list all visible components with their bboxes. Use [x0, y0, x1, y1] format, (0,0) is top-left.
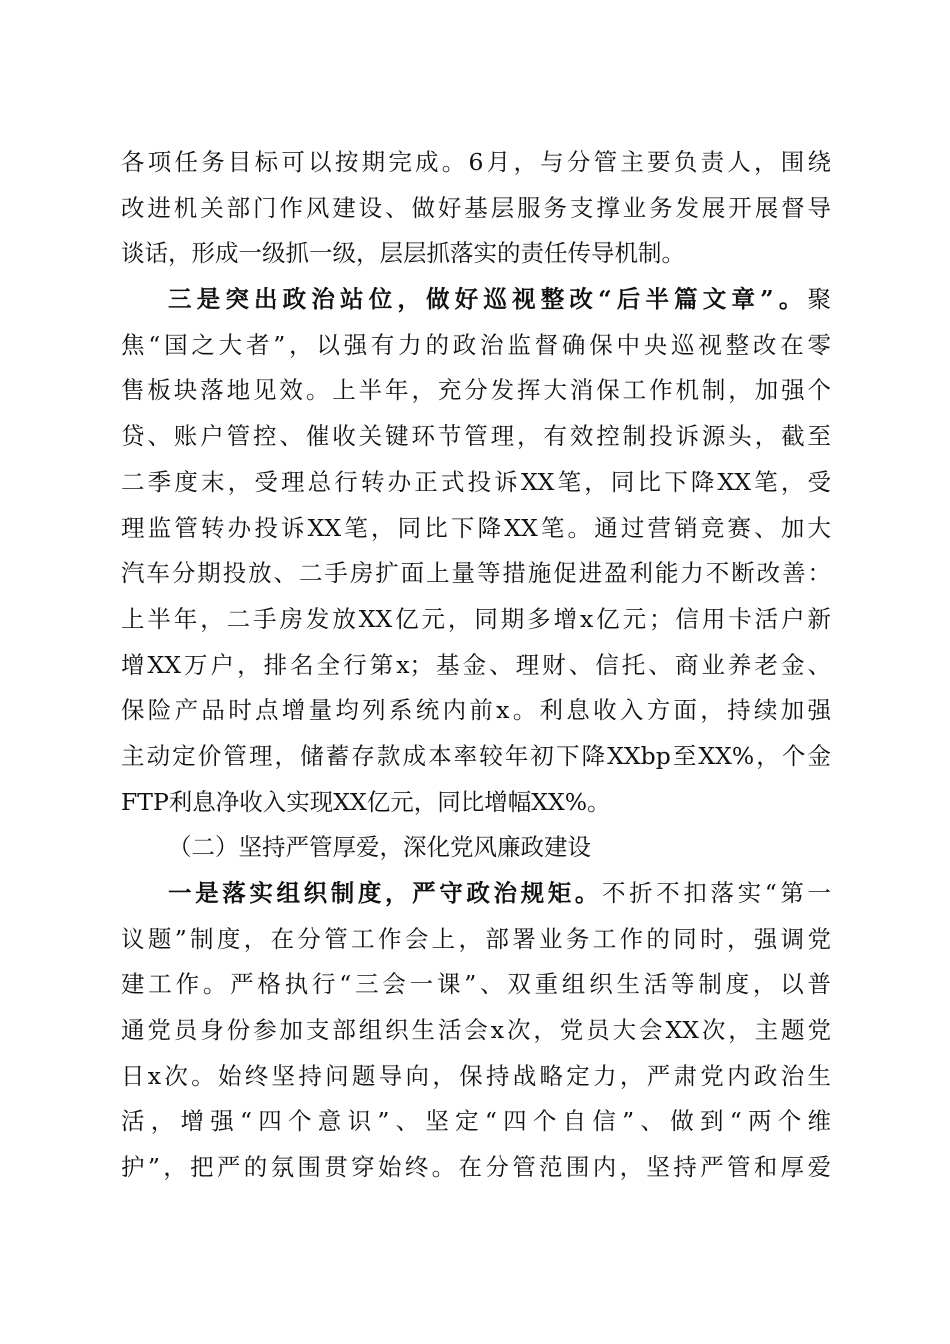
paragraph-line: FTP利息净收入实现XX亿元，同比增幅XX%。: [121, 787, 611, 816]
paragraph-line: 上半年，二手房发放XX亿元，同期多增x亿元；信用卡活户新: [121, 604, 831, 633]
paragraph-line: [121, 277, 831, 323]
paragraph-line: 日x次。始终坚持问题导向，保持战略定力，严肃党内政治生: [121, 1061, 831, 1090]
paragraph-line: 议题”制度，在分管工作会上，部署业务工作的同时，强调党: [121, 924, 831, 953]
paragraph-line: 通党员身份参加支部组织生活会x次，党员大会XX次，主题党: [121, 1016, 831, 1045]
paragraph-lead-heading: 三是突出政治站位，做好巡视整改“后半篇文章”。: [168, 285, 808, 314]
paragraph-line: 焦“国之大者”，以强有力的政治监督确保中央巡视整改在零: [121, 330, 831, 359]
paragraph-line: 贷、账户管控、催收关键环节管理，有效控制投诉源头，截至: [121, 422, 831, 451]
paragraph-line: 理监管转办投诉XX笔，同比下降XX笔。通过营销竞赛、加大: [121, 513, 831, 542]
paragraph-line: 二季度末，受理总行转办正式投诉XX笔，同比下降XX笔，受: [121, 467, 831, 496]
paragraph-line: 各项任务目标可以按期完成。6月，与分管主要负责人，围绕: [121, 148, 831, 176]
paragraph-line: 谈话，形成一级抓一级，层层抓落实的责任传导机制。: [121, 239, 685, 268]
paragraph-line: 保险产品时点增量均列系统内前x。利息收入方面，持续加强: [121, 696, 831, 725]
paragraph-text: 不折不扣落实“第一: [602, 879, 832, 907]
paragraph-line: 改进机关部门作风建设、做好基层服务支撑业务发展开展督导: [121, 193, 831, 222]
paragraph-line: 主动定价管理，储蓄存款成本率较年初下降XXbp至XX%，个金: [121, 741, 831, 770]
paragraph-line: [121, 871, 831, 917]
paragraph-lead-heading: 一是落实组织制度，严守政治规矩。: [168, 879, 602, 907]
paragraph-line: 汽车分期投放、二手房扩面上量等措施促进盈利能力不断改善：: [121, 559, 831, 588]
paragraph-line: 增XX万户，排名全行第x；基金、理财、信托、商业养老金、: [121, 650, 831, 679]
document-body: [121, 140, 831, 1191]
paragraph-text: 聚: [807, 285, 831, 314]
paragraph-line: 售板块落地见效。上半年，充分发挥大消保工作机制，加强个: [121, 376, 831, 405]
paragraph-line: 建工作。严格执行“三会一课”、双重组织生活等制度，以普: [121, 970, 831, 999]
paragraph-line: 活，增强“四个意识”、坚定“四个自信”、做到“两个维: [121, 1107, 831, 1136]
paragraph-line: 护”，把严的氛围贯穿始终。在分管范围内，坚持严管和厚爱: [121, 1153, 831, 1182]
section-heading: （二）坚持严管厚爱，深化党风廉政建设: [168, 833, 591, 862]
